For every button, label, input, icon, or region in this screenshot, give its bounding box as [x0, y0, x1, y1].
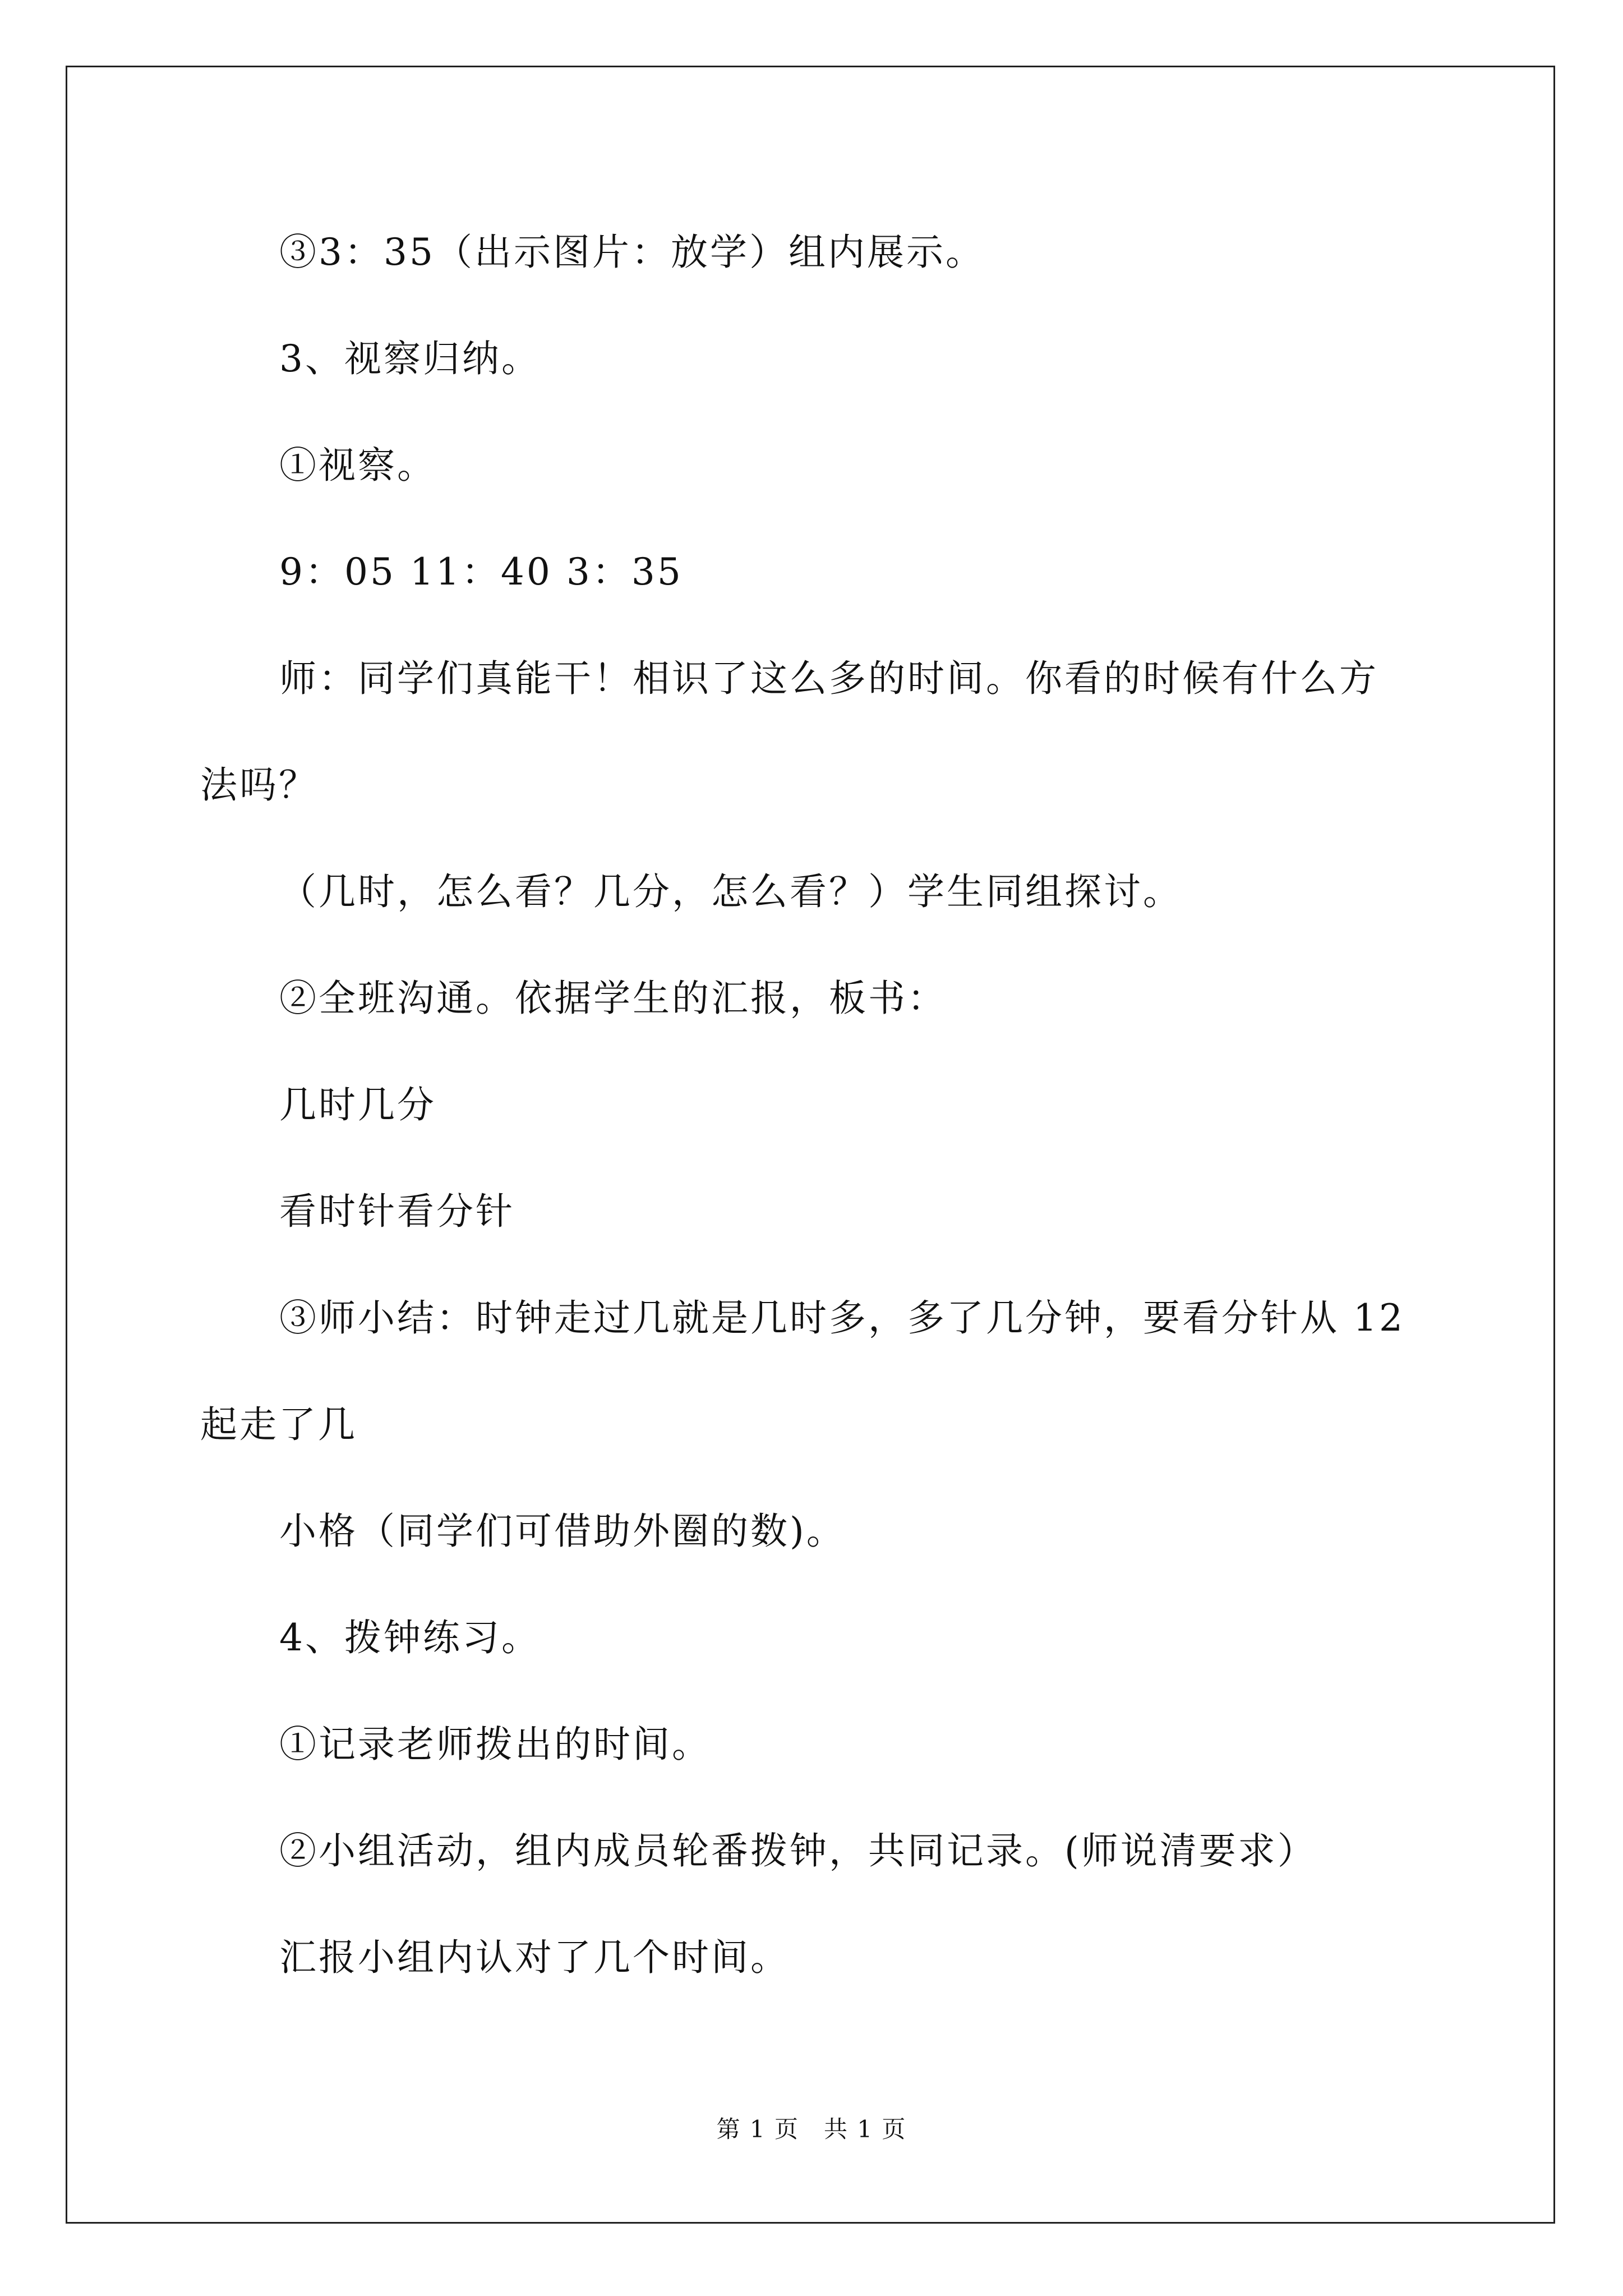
- paragraph: ②小组活动，组内成员轮番拨钟，共同记录。(师说清要求）: [279, 1829, 1317, 1872]
- paragraph: ①视察。: [279, 444, 436, 487]
- paragraph-continuation: 起走了几: [200, 1403, 357, 1446]
- paragraph: 几时几分: [279, 1083, 436, 1126]
- paragraph-continuation: 法吗？: [200, 763, 318, 807]
- paragraph: ③师小结：时钟走过几就是几时多，多了几分钟，要看分针从 12: [279, 1296, 1405, 1340]
- paragraph: 师：同学们真能干！相识了这么多的时间。你看的时候有什么方: [279, 657, 1378, 700]
- paragraph: 汇报小组内认对了几个时间。: [279, 1936, 790, 1979]
- paragraph: ②全班沟通。依据学生的汇报，板书：: [279, 977, 947, 1020]
- paragraph: ③3：35（出示图片：放学）组内展示。: [279, 231, 985, 274]
- paragraph: （几时，怎么看？几分，怎么看？）学生同组探讨。: [279, 870, 1182, 913]
- paragraph: 9：05 11：40 3：35: [279, 550, 683, 593]
- paragraph: 小格（同学们可借助外圈的数)。: [279, 1510, 846, 1553]
- paragraph: 看时针看分针: [279, 1190, 515, 1233]
- paragraph: ①记录老师拨出的时间。: [279, 1723, 711, 1766]
- section-heading: 4、拨钟练习。: [279, 1616, 541, 1659]
- section-heading: 3、视察归纳。: [279, 337, 541, 380]
- page-number: 第 1 页 共 1 页: [716, 2115, 907, 2143]
